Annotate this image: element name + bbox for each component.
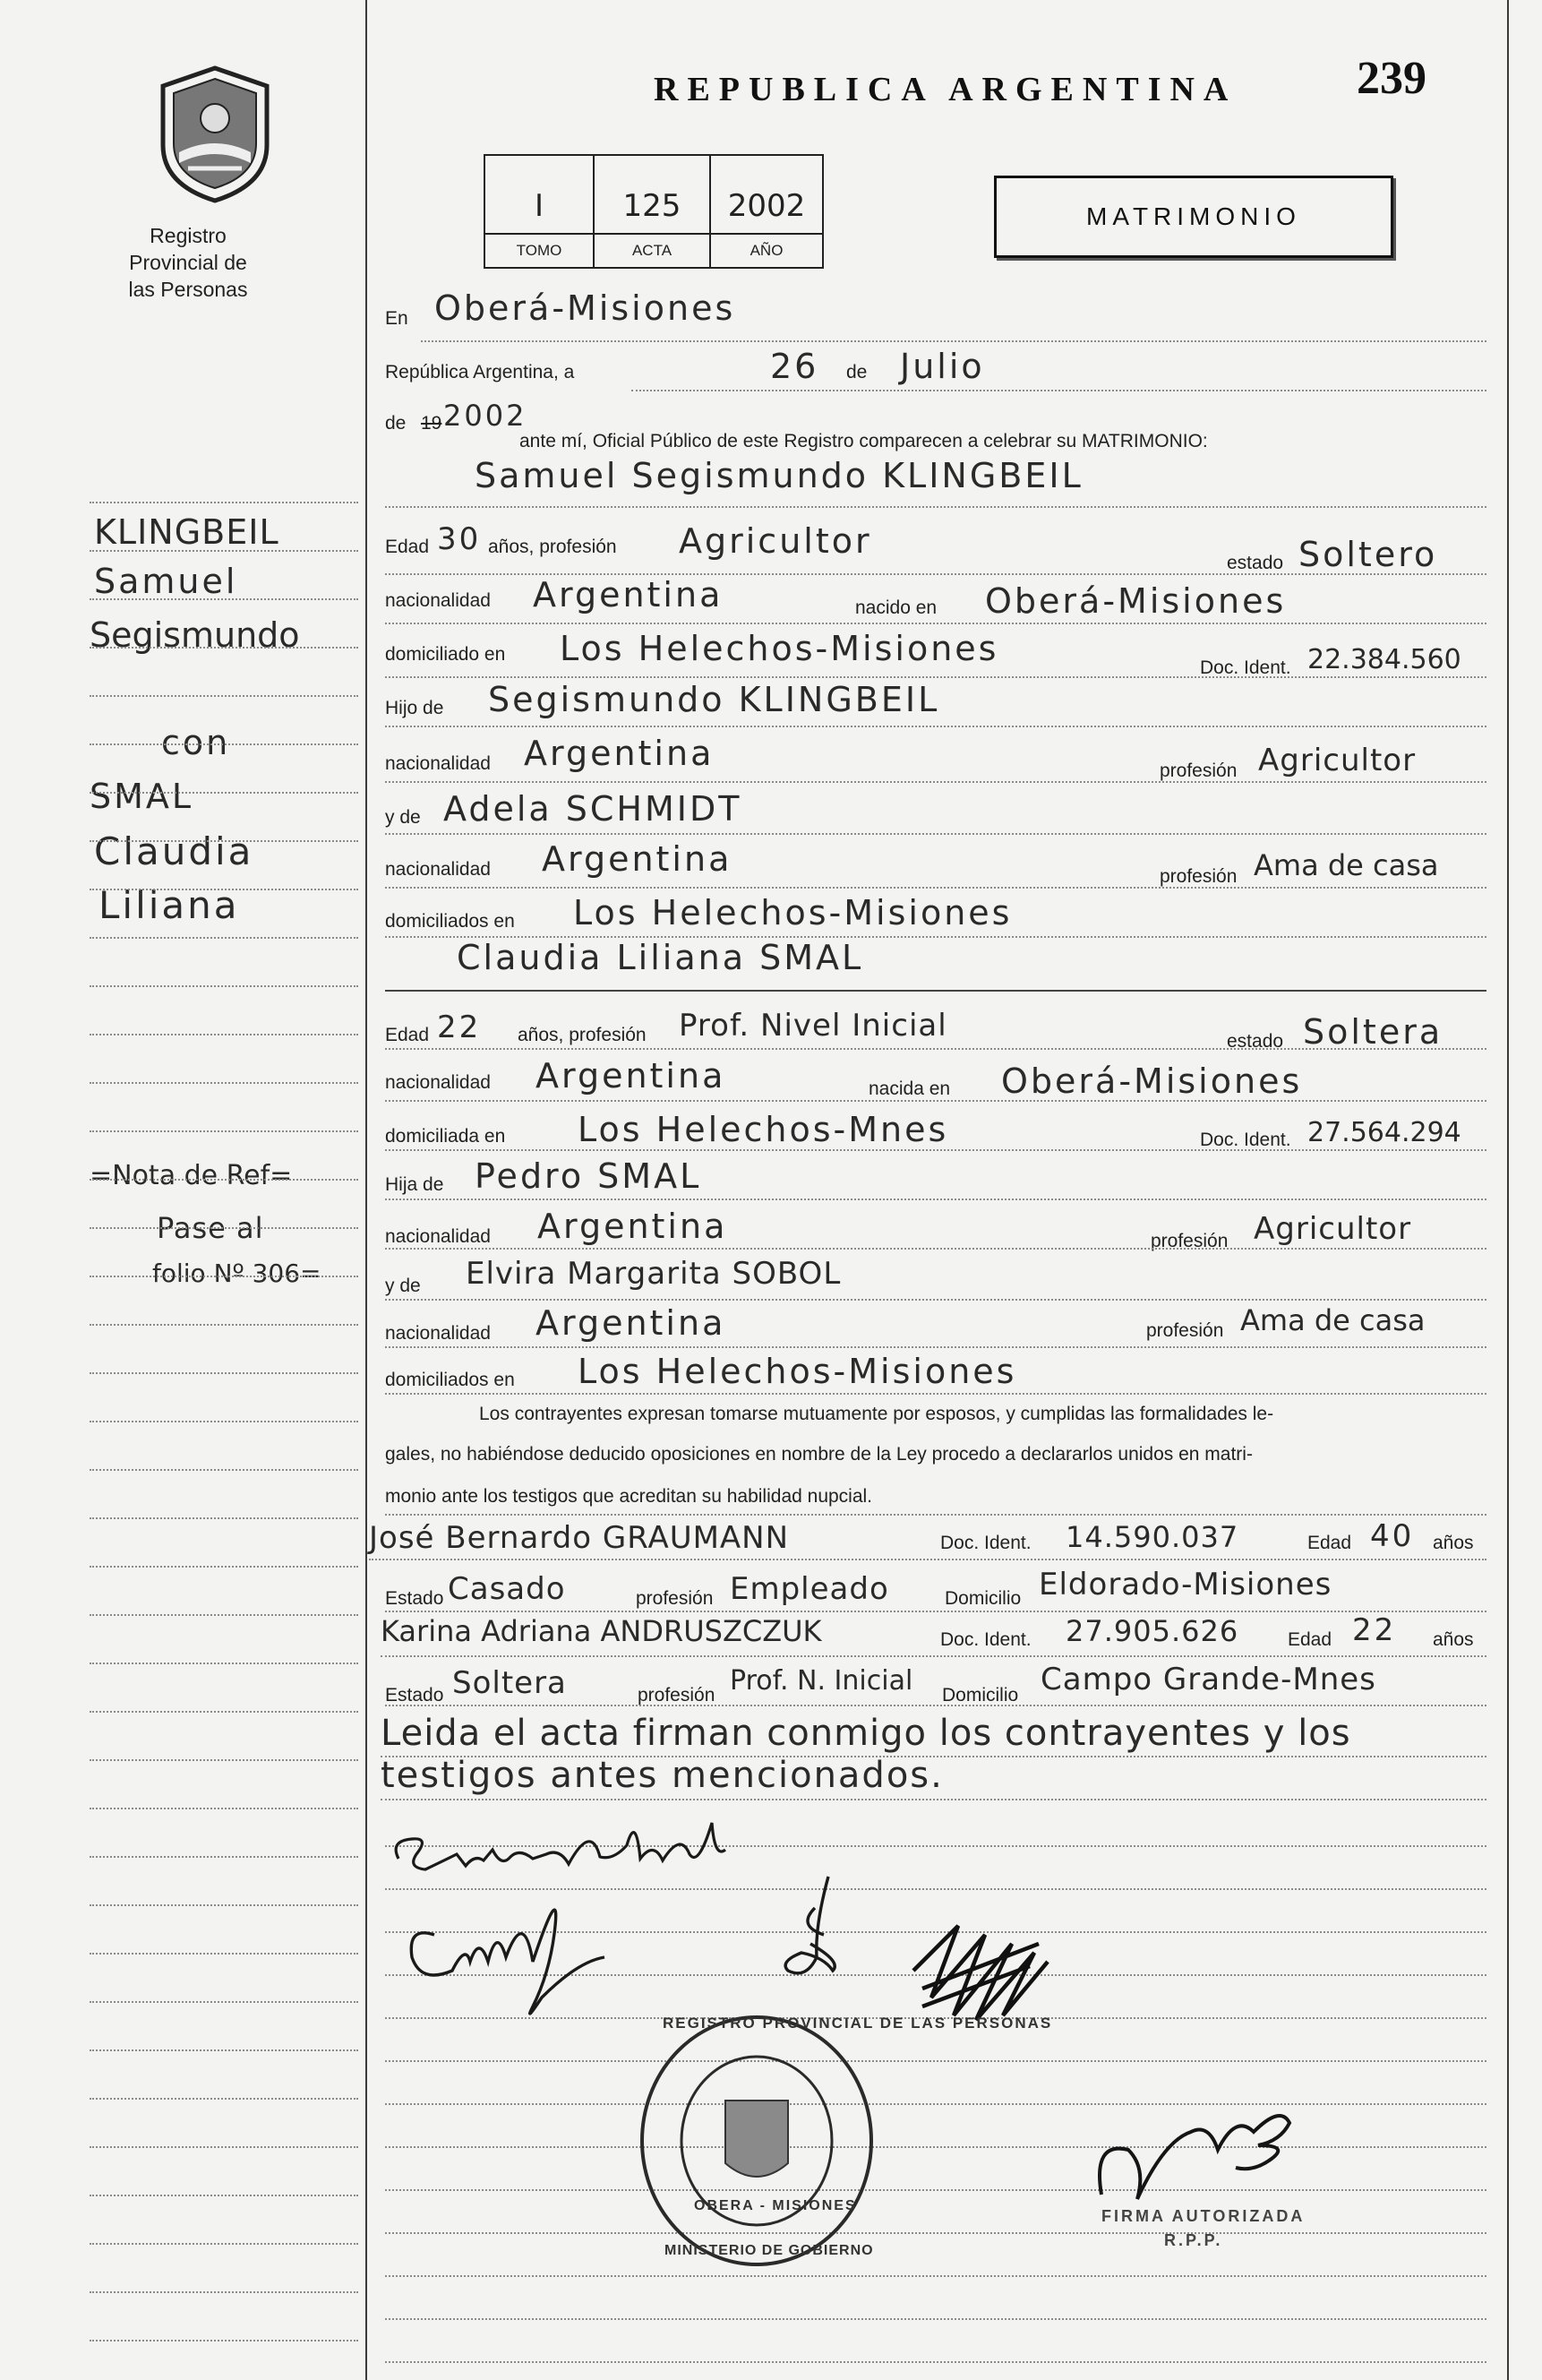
groom-mother: Adela SCHMIDT [443,789,742,829]
bride-mother-profession: Ama de casa [1240,1303,1426,1337]
rule [369,1559,1486,1560]
bride-mother-nac-label: nacionalidad [385,1323,491,1344]
left-rule-line [90,1953,358,1955]
year: 2002 [443,399,527,433]
rule [385,1705,1486,1706]
rule [381,1655,1486,1657]
body-rule-line [385,2060,1486,2062]
bride-father-prof-label: profesión [1151,1231,1229,1251]
groom-parents-dom-label: domiciliados en [385,911,515,932]
margin-note-1: =Nota de Ref= [90,1160,293,1191]
body-rule-line [385,2103,1486,2105]
groom-full-name: Samuel Segismundo KLINGBEIL [475,456,1084,495]
witness2-estado-label: Estado [385,1685,444,1706]
witness1-name: José Bernardo GRAUMANN [369,1520,790,1556]
rule [385,623,1486,624]
groom-doc-label: Doc. Ident. [1200,657,1291,678]
bride-mother-nationality: Argentina [535,1303,726,1343]
groom-mother-prof-label: profesión [1160,866,1238,887]
groom-status: Soltero [1298,535,1438,574]
witness2-edad-label: Edad [1288,1629,1332,1650]
rule [385,1248,1486,1250]
groom-yde-label: y de [385,807,421,828]
witness2-age: 22 [1352,1612,1397,1648]
registry-seal [636,2011,878,2271]
left-rule-line [90,695,358,697]
groom-estado-label: estado [1227,553,1284,573]
rule [385,676,1486,678]
bride-anios-prof-label: años, profesión [518,1025,647,1045]
country-title: REPUBLICA ARGENTINA [654,71,1238,108]
left-rule-line [90,1179,358,1181]
witness1-dom-label: Domicilio [945,1588,1022,1609]
de-year-label: de [385,413,407,434]
witness1-anios-label: años [1433,1533,1474,1553]
acta-cell [595,156,711,267]
en-label: En [385,308,408,329]
left-rule-line [90,1227,358,1229]
left-rule-line [90,598,358,600]
left-rule-line [90,1663,358,1664]
groom-anios-prof-label: años, profesión [488,537,617,557]
left-rule-line [90,743,358,745]
left-rule-line [90,1421,358,1422]
left-rule-line [90,647,358,649]
groom-hijo-label: Hijo de [385,698,444,718]
left-rule-line [90,502,358,503]
left-rule-line [90,1324,358,1326]
left-rule-line [90,2146,358,2148]
right-page-border [1507,0,1509,2380]
left-rule-line [90,985,358,987]
left-rule-line [90,2049,358,2051]
bride-nacida-label: nacida en [869,1078,951,1099]
left-rule-line [90,1856,358,1858]
witness2-address: Campo Grande-Mnes [1041,1662,1376,1697]
anio-value: 2002 [727,188,806,224]
bride-dom-label: domiciliada en [385,1126,506,1147]
left-rule-line [90,1469,358,1471]
left-rule-line [90,1759,358,1761]
bride-parents-dom-label: domiciliados en [385,1370,515,1390]
acta-value: 125 [622,188,681,224]
body-rule-line [385,2275,1486,2277]
bride-father-profession: Agricultor [1254,1211,1412,1247]
witness2-status: Soltera [452,1665,567,1701]
rule [385,833,1486,835]
left-rule-line [90,1082,358,1084]
groom-father: Segismundo KLINGBEIL [488,680,940,719]
rule [385,1611,1486,1612]
record-number-box [484,154,824,269]
intro-text: ante mí, Oficial Público de este Registro comparecen a celebrar su MATRIMONIO: [519,431,1208,451]
groom-mother-profession: Ama de casa [1254,848,1439,882]
rule [385,1048,1486,1050]
year-printed-prefix: 19 [421,413,442,434]
bride-father: Pedro SMAL [475,1156,702,1196]
margin-name-1: KLINGBEIL [94,512,279,552]
margin-name-6: Liliana [99,883,240,927]
bride-mother-prof-label: profesión [1146,1320,1224,1341]
body-rule-line [385,2232,1486,2234]
declaration-line-2: gales, no habiéndose deducido oposiciones en nombre de la Ley procedo a declararlos unidos en matri- [385,1444,1253,1465]
rule [385,781,1486,783]
bride-father-nationality: Argentina [537,1207,728,1246]
bride-parents-address: Los Helechos-Misiones [578,1352,1017,1391]
witness2-name: Karina Adriana ANDRUSZCZUK [381,1614,822,1648]
left-rule-line [90,1808,358,1809]
bride-yde-label: y de [385,1276,421,1296]
republica-label: República Argentina, a [385,362,575,382]
rule [385,1100,1486,1102]
witness2-prof-label: profesión [638,1685,715,1706]
witness1-doc-label: Doc. Ident. [940,1533,1032,1553]
witness1-edad-label: Edad [1307,1533,1352,1553]
groom-address: Los Helechos-Misiones [560,629,999,668]
margin-name-3: Segismundo [90,615,300,655]
groom-edad-label: Edad [385,537,430,557]
margin-con: con [161,723,231,762]
rule [381,1799,1486,1800]
bride-birthplace: Oberá-Misiones [1001,1061,1303,1101]
left-rule-line [90,2001,358,2003]
margin-name-2: Samuel [94,562,238,601]
groom-birthplace: Oberá-Misiones [985,581,1287,621]
official-stamp-line-1: FIRMA AUTORIZADA [1101,2207,1306,2225]
groom-nac-label: nacionalidad [385,590,491,611]
tomo-cell [485,156,595,267]
folio-number: 239 [1357,53,1426,104]
left-rule-line [90,2340,358,2341]
bride-hija-label: Hija de [385,1174,444,1195]
left-rule-line [90,792,358,794]
margin-note-2: Pase al [157,1211,264,1245]
witness1-prof-label: profesión [636,1588,714,1609]
groom-doc: 22.384.560 [1307,644,1461,675]
anio-cell [711,156,822,267]
bride-nac-label: nacionalidad [385,1072,491,1093]
left-rule-line [90,840,358,842]
rule [385,1299,1486,1301]
closing-line-2: testigos antes mencionados. [381,1755,944,1796]
official-signature [1075,2087,1307,2221]
witness1-age: 40 [1370,1518,1415,1554]
seal-middle-text: OBERA - MISIONES [694,2198,857,2213]
bride-full-name: Claudia Liliana SMAL [457,938,864,977]
rule [385,1346,1486,1348]
left-rule-line [90,2243,358,2245]
left-rule-line [90,1904,358,1906]
body-rule-line [385,2189,1486,2191]
bride-doc: 27.564.294 [1307,1117,1461,1148]
bride-edad-label: Edad [385,1025,430,1045]
rule [421,340,1486,342]
tomo-label: TOMO [516,242,562,259]
left-rule-line [90,1566,358,1568]
groom-father-profession: Agricultor [1258,743,1417,778]
margin-name-4: SMAL [90,777,194,816]
rule [385,1149,1486,1151]
misiones-coat-of-arms-icon [152,63,278,206]
place: Oberá-Misiones [434,288,736,328]
registry-name: Registro Provincial de las Personas [128,224,248,301]
witness2-dom-label: Domicilio [942,1685,1019,1706]
witness2-anios-label: años [1433,1629,1474,1650]
groom-age: 30 [437,521,482,557]
body-rule-line [385,2361,1486,2363]
left-rule-line [90,1711,358,1713]
witness1-address: Eldorado-Misiones [1039,1567,1332,1602]
bride-status: Soltera [1303,1012,1443,1052]
rule [385,1514,1486,1516]
witness2-doc: 27.905.626 [1066,1614,1239,1648]
witness1-doc: 14.590.037 [1066,1520,1239,1554]
groom-father-prof-label: profesión [1160,760,1238,781]
margin-note-3: folio Nº 306= [152,1259,321,1288]
rule [385,726,1486,727]
groom-nacido-label: nacido en [855,597,938,618]
rule [385,887,1486,889]
body-rule-line [385,2318,1486,2320]
witness1-profession: Empleado [730,1571,889,1607]
rule [385,1199,1486,1200]
left-column-border [365,0,367,2380]
bride-address: Los Helechos-Mnes [578,1110,949,1149]
bride-father-nac-label: nacionalidad [385,1226,491,1247]
day: 26 [770,347,819,386]
anio-label: AÑO [750,242,784,259]
bride-estado-label: estado [1227,1031,1284,1052]
left-rule-line [90,2291,358,2293]
left-rule-line [90,889,358,890]
groom-mother-nationality: Argentina [542,839,732,879]
rule [385,506,1486,508]
bride-mother: Elvira Margarita SOBOL [466,1256,842,1292]
bride-age: 22 [437,1010,482,1045]
act-type-box: MATRIMONIO [994,176,1393,258]
left-rule-line [90,1614,358,1616]
acta-label: ACTA [631,242,672,259]
groom-nationality: Argentina [533,575,724,614]
closing-line-1: Leida el acta firman conmigo los contrayentes y los [381,1713,1351,1754]
left-rule-line [90,550,358,552]
de-label: de [846,362,868,382]
bride-nationality: Argentina [535,1056,726,1095]
witness1-status: Casado [448,1571,566,1607]
bride-profession: Prof. Nivel Inicial [679,1008,947,1044]
rule [631,390,1486,391]
left-rule-line [90,1130,358,1132]
witness1-signature [761,1872,860,2015]
groom-father-nationality: Argentina [524,734,715,773]
left-rule-line [90,2098,358,2100]
groom-dom-label: domiciliado en [385,644,506,665]
groom-mother-nac-label: nacionalidad [385,859,491,880]
body-rule-line [385,2146,1486,2148]
left-rule-line [90,1517,358,1519]
witness2-doc-label: Doc. Ident. [940,1629,1032,1650]
margin-name-5: Claudia [94,829,254,873]
groom-parents-address: Los Helechos-Misiones [573,893,1013,932]
groom-profession: Agricultor [679,521,872,561]
left-rule-line [90,1372,358,1374]
rule [385,1393,1486,1395]
bride-signature [398,1872,631,2024]
seal-top-text: REGISTRO PROVINCIAL DE LAS PERSONAS [663,2015,1053,2032]
declaration-line-3: monio ante los testigos que acreditan su habilidad nupcial. [385,1486,873,1507]
seal-bottom-text: MINISTERIO DE GOBIERNO [664,2243,874,2258]
bride-doc-label: Doc. Ident. [1200,1130,1291,1150]
month: Julio [900,347,985,386]
left-rule-line [90,2195,358,2196]
left-rule-line [90,1034,358,1035]
groom-father-nac-label: nacionalidad [385,753,491,774]
left-rule-line [90,937,358,939]
tomo-value: I [534,188,544,224]
official-stamp-line-2: R.P.P. [1164,2231,1223,2249]
witness2-profession: Prof. N. Inicial [730,1665,913,1697]
witness1-estado-label: Estado [385,1588,444,1609]
left-rule-line [90,1276,358,1277]
declaration-line-1: Los contrayentes expresan tomarse mutuamente por esposos, y cumplidas las formalidades le- [479,1404,1274,1424]
section-divider [385,990,1486,992]
